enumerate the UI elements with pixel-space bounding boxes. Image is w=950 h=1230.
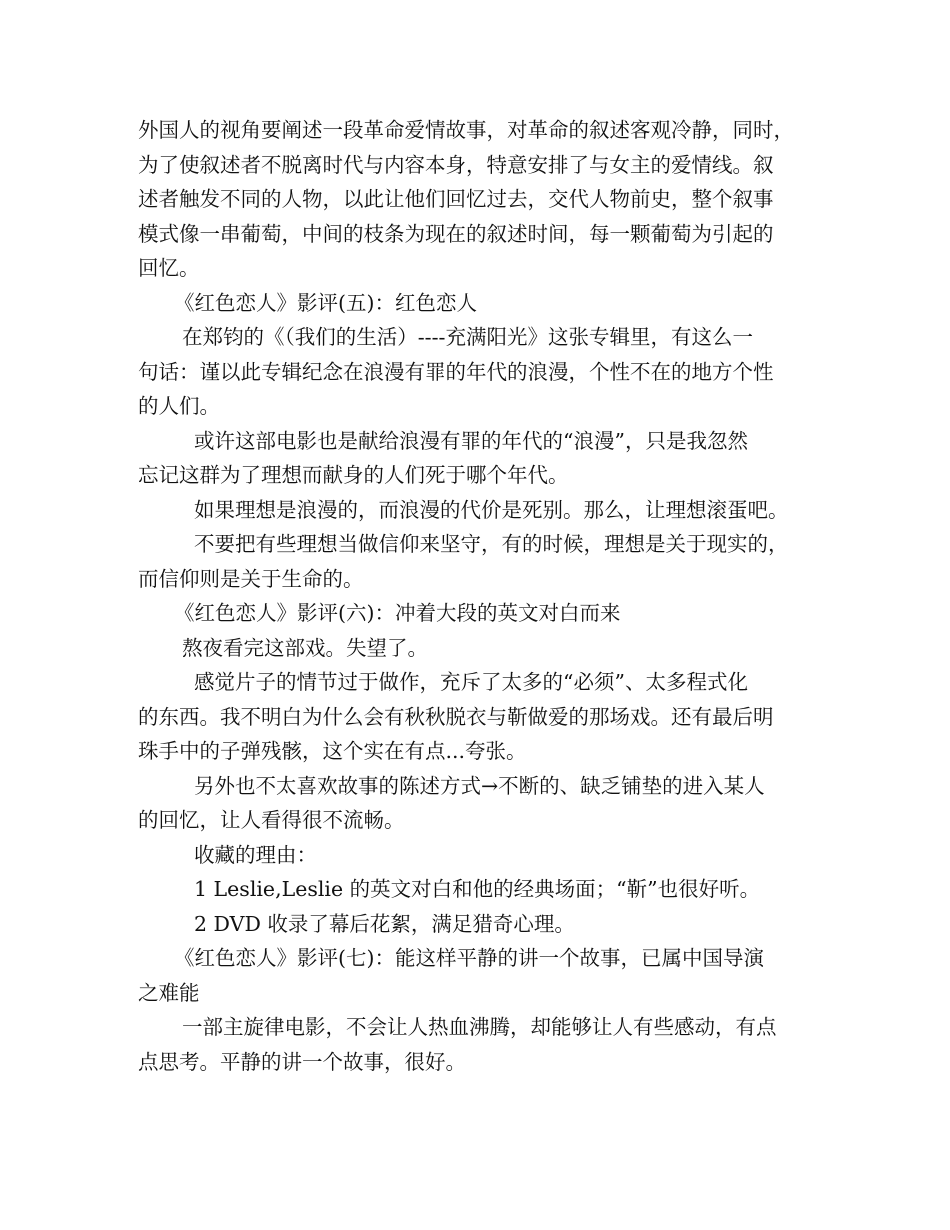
text-line: 的东西。我不明白为什么会有秋秋脱衣与靳做爱的那场戏。还有最后明 xyxy=(138,704,774,729)
text-line: 为了使叙述者不脱离时代与内容本身，特意安排了与女主的爱情线。叙 xyxy=(138,152,774,177)
text-line: 不要把有些理想当做信仰来坚守，有的时候，理想是关于现实的， xyxy=(194,532,789,556)
text-line: 或许这部电影也是献给浪漫有罪的年代的“浪漫”，只是我忽然 xyxy=(194,428,748,453)
text-line: 收藏的理由： xyxy=(194,842,317,867)
text-line: 忘记这群为了理想而献身的人们死于哪个年代。 xyxy=(138,463,569,487)
text-line: 一部主旋律电影，不会让人热血沸腾，却能够让人有些感动，有点 xyxy=(182,1015,777,1039)
text-line: 1 Leslie,Leslie 的英文对白和他的经典场面；“靳”也很好听。 xyxy=(194,877,761,901)
section-heading-6: 《红色恋人》影评(六)：冲着大段的英文对白而来 xyxy=(174,601,621,625)
text-line: 点思考。平静的讲一个故事，很好。 xyxy=(138,1049,466,1074)
text-line: 珠手中的子弹残骸，这个实在有点...夸张。 xyxy=(138,739,527,763)
text-line: 的回忆，让人看得很不流畅。 xyxy=(138,808,405,832)
text-line: 而信仰则是关于生命的。 xyxy=(138,566,364,591)
text-line: 熬夜看完这部戏。失望了。 xyxy=(182,635,428,660)
text-line: 述者触发不同的人物，以此让他们回忆过去，交代人物前史，整个叙事 xyxy=(138,187,774,211)
section-heading-5: 《红色恋人》影评(五)：红色恋人 xyxy=(174,290,477,315)
text-line: 模式像一串葡萄，中间的枝条为现在的叙述时间，每一颗葡萄为引起的 xyxy=(138,221,774,246)
text-line: 感觉片子的情节过于做作，充斥了太多的“必须”、太多程式化 xyxy=(194,670,748,694)
text-line: 另外也不太喜欢故事的陈述方式→不断的、缺乏铺垫的进入某人 xyxy=(194,773,765,798)
text-line: 之难能 xyxy=(138,980,200,1005)
text-line: 的人们。 xyxy=(138,394,220,418)
text-line: 外国人的视角要阐述一段革命爱情故事，对革命的叙述客观冷静，同时， xyxy=(138,118,794,142)
text-line: 如果理想是浪漫的，而浪漫的代价是死别。那么，让理想滚蛋吧。 xyxy=(194,497,789,522)
section-heading-7: 《红色恋人》影评(七)：能这样平静的讲一个故事，已属中国导演 xyxy=(174,946,764,970)
text-line: 在郑钧的《（我们的生活）----充满阳光》这张专辑里，有这么一 xyxy=(182,325,753,349)
text-line: 2 DVD 收录了幕后花絮，满足猎奇心理。 xyxy=(194,911,575,936)
text-line: 回忆。 xyxy=(138,256,200,280)
document-body xyxy=(138,113,838,1079)
text-line: 句话：谨以此专辑纪念在浪漫有罪的年代的浪漫，个性不在的地方个性 xyxy=(138,359,774,384)
